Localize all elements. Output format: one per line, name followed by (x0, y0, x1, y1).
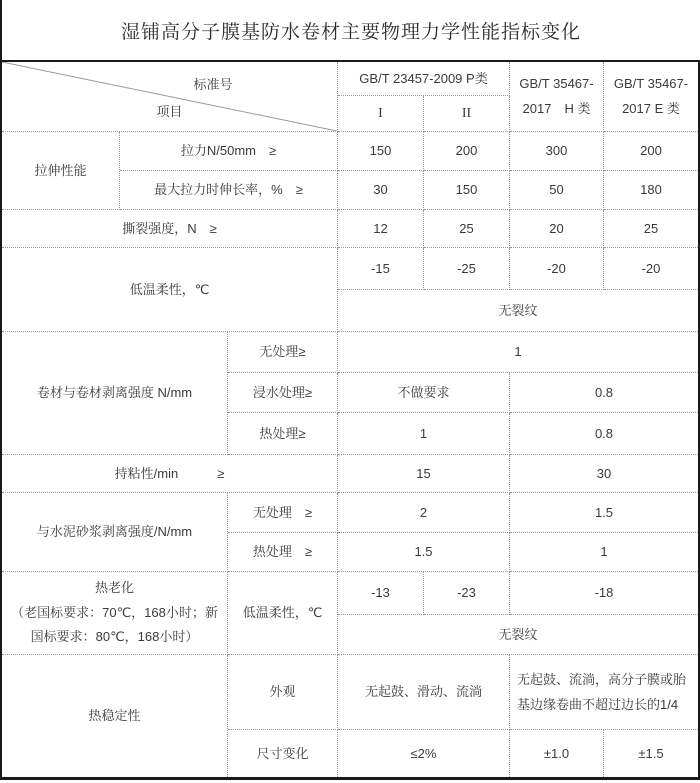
value-cell: 12 (338, 210, 424, 248)
row-label-low-temp-flex: 低温柔性，℃ (2, 248, 338, 332)
value-cell: 无起鼓、滑动、流淌 (338, 655, 510, 730)
value-cell: 200 (604, 132, 698, 171)
value-cell-no-crack: 无裂纹 (338, 615, 698, 655)
value-cell: -13 (338, 572, 424, 615)
value-cell: 15 (338, 455, 510, 493)
row-label-heated: 热处理≥ (228, 413, 338, 455)
header-h-class: GB/T 35467-2017 H 类 (510, 62, 604, 132)
header-item-label: 项目 (156, 104, 183, 119)
value-cell: 200 (424, 132, 510, 171)
value-cell: 25 (604, 210, 698, 248)
value-cell: ±1.0 (510, 730, 604, 777)
value-cell: 无起鼓、流淌，高分子膜或胎基边缘卷曲不超过边长的1/4 (510, 655, 698, 730)
group-roll-peel: 卷材与卷材剥离强度 N/mm (2, 332, 228, 455)
value-cell: ±1.5 (638, 745, 664, 761)
row-label-soaked: 浸水处理≥ (228, 373, 338, 413)
group-heat-aging (2, 572, 228, 655)
value-cell: 30 (338, 171, 424, 210)
value-cell: ≤2% (338, 730, 510, 777)
value-cell: -20 (510, 248, 604, 290)
value-cell: 1 (338, 332, 698, 373)
value-cell: 2 (338, 493, 510, 533)
value-cell: 300 (510, 132, 604, 171)
header-standard-label: 标准号 (193, 77, 233, 92)
value-cell: 30 (510, 455, 698, 493)
value-cell: 1.5 (510, 493, 698, 533)
page-title: 湿铺高分子膜基防水卷材主要物理力学性能指标变化 (120, 21, 581, 43)
group-heat-stability: 热稳定性 (2, 655, 228, 777)
diagonal-header-cell (2, 62, 338, 132)
row-label-tensile-elongation: 最大拉力时伸长率，% ≥ (120, 171, 338, 210)
value-cell: 1.5 (338, 533, 510, 572)
value-cell: -20 (604, 248, 698, 290)
row-label-dimension-change: 尺寸变化 (228, 730, 338, 777)
row-label-untreated: 无处理 ≥ (228, 493, 338, 533)
value-cell: 0.8 (510, 373, 698, 413)
value-cell: 150 (338, 132, 424, 171)
value-cell: 150 (424, 171, 510, 210)
row-label-tear: 撕裂强度，N ≥ (2, 210, 338, 248)
header-p-group: GB/T 23457-2009 P类 (338, 62, 510, 96)
value-cell: 1 (338, 413, 510, 455)
row-label-untreated: 无处理≥ (228, 332, 338, 373)
row-label-heated: 热处理 ≥ (228, 533, 338, 572)
row-label-low-temp-flex: 低温柔性，℃ (228, 572, 338, 655)
performance-table (2, 60, 700, 780)
value-cell: 0.8 (510, 413, 698, 455)
value-cell: 50 (510, 171, 604, 210)
value-cell-no-crack: 无裂纹 (338, 290, 698, 332)
row-label-tack-retention: 持粘性/min ≥ (2, 455, 338, 493)
value-cell: 不做要求 (338, 373, 510, 413)
heat-aging-note: （老国标要求：70℃，168小时；新国标要求：80℃，168小时） (11, 604, 218, 645)
row-label-tensile-force: 拉力N/50mm ≥ (120, 132, 338, 171)
value-cell: 20 (510, 210, 604, 248)
value-cell: -25 (424, 248, 510, 290)
title-bar (2, 0, 700, 60)
value-cell: -18 (510, 572, 698, 615)
heat-aging-label-stack (7, 576, 222, 650)
value-cell: 1 (510, 533, 698, 572)
row-label-appearance: 外观 (228, 655, 338, 730)
value-cell: -15 (338, 248, 424, 290)
header-p-type-1: I (338, 96, 424, 132)
value-cell: -23 (424, 572, 510, 615)
heat-aging-title: 热老化 (94, 579, 134, 595)
header-e-class: GB/T 35467-2017 E 类 (604, 62, 698, 132)
group-tensile: 拉伸性能 (2, 132, 120, 210)
value-cell: 180 (604, 171, 698, 210)
value-cell: 25 (424, 210, 510, 248)
header-p-type-2: II (424, 96, 510, 132)
group-mortar-peel: 与水泥砂浆剥离强度/N/mm (2, 493, 228, 572)
